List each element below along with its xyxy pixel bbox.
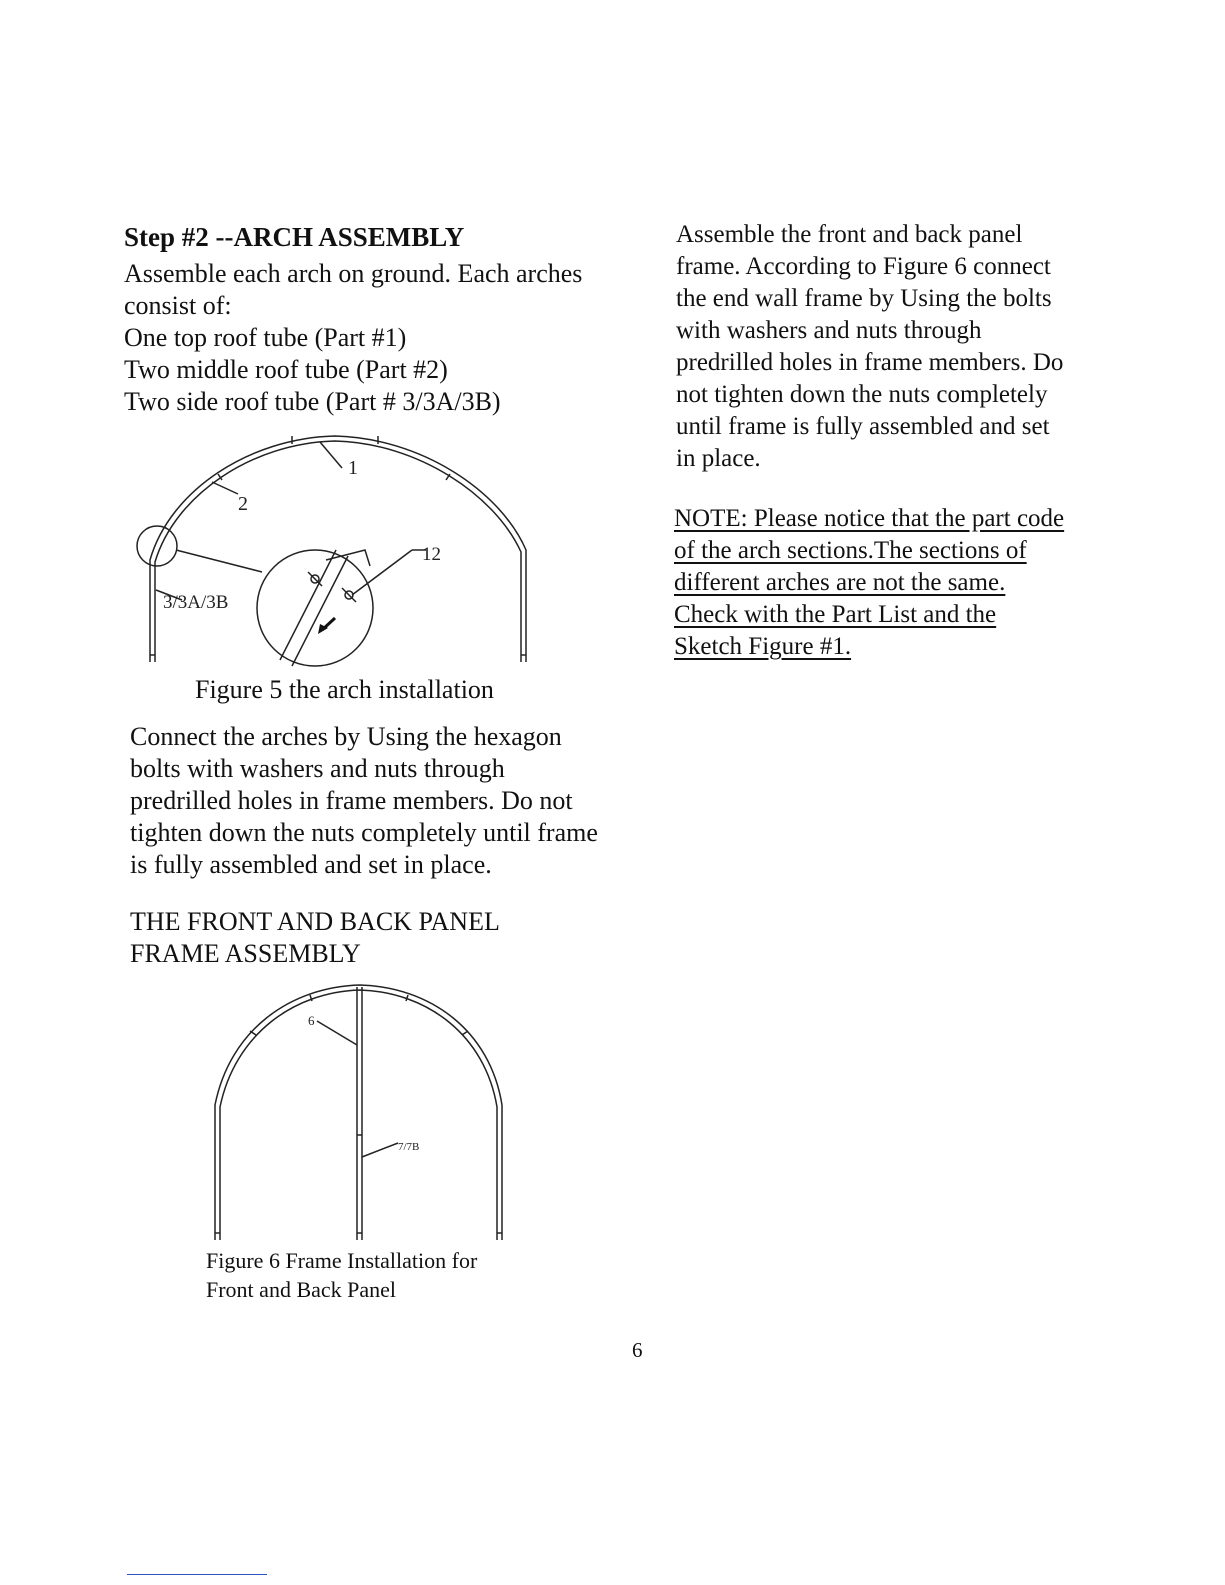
page-number: 6 (632, 1338, 643, 1362)
figure-6-caption-line: Front and Back Panel (206, 1277, 397, 1302)
panel-heading (130, 906, 500, 970)
part-line: Two side roof tube (Part # 3/3A/3B) (124, 387, 501, 416)
label-part-3: 3/3A/3B (163, 592, 229, 613)
part-line: One top roof tube (Part #1) (124, 323, 407, 352)
assemble-line: until frame is fully assembled and set (676, 413, 1050, 440)
intro-line: consist of: (124, 291, 232, 320)
assemble-line: not tighten down the nuts completely (676, 381, 1048, 408)
part-line: Two middle roof tube (Part #2) (124, 355, 448, 384)
label-part-12: 12 (422, 544, 441, 565)
connect-line: bolts with washers and nuts through (130, 754, 505, 783)
figure-6-frame-drawing (210, 975, 510, 1245)
assemble-line: frame. According to Figure 6 connect (676, 253, 1051, 280)
assemble-paragraph (676, 219, 1063, 475)
assemble-line: in place. (676, 445, 761, 472)
figure-5-arch-drawing (130, 430, 550, 670)
figure-6-caption (206, 1246, 477, 1304)
note-line: of the arch sections.The sections of (674, 537, 1027, 564)
intro-line: Assemble each arch on ground. Each arches (124, 259, 583, 288)
assemble-line: with washers and nuts through (676, 317, 982, 344)
note-line: Check with the Part List and the (674, 601, 997, 628)
note-paragraph (674, 503, 1064, 663)
label-part-2: 2 (238, 493, 248, 515)
figure-5-caption: Figure 5 the arch installation (195, 675, 494, 704)
label-part-7: 7/7B (398, 1141, 420, 1153)
assemble-line: the end wall frame by Using the bolts (676, 285, 1052, 312)
connect-line: Connect the arches by Using the hexagon (130, 722, 562, 751)
note-line: Sketch Figure #1. (674, 633, 852, 660)
figure-6-caption-line: Figure 6 Frame Installation for (206, 1248, 478, 1273)
panel-heading-line: FRAME ASSEMBLY (130, 939, 361, 968)
connect-line: predrilled holes in frame members. Do not (130, 786, 573, 815)
note-line: NOTE: Please notice that the part code (674, 505, 1065, 532)
assemble-line: predrilled holes in frame members. Do (676, 349, 1064, 376)
note-line: different arches are not the same. (674, 569, 1006, 596)
assemble-line: Assemble the front and back panel (676, 221, 1023, 248)
label-part-1: 1 (348, 457, 358, 479)
connect-paragraph (130, 721, 598, 881)
footer-link-underline (127, 1574, 267, 1575)
connect-line: tighten down the nuts completely until frame (130, 818, 598, 847)
intro-text (124, 258, 582, 418)
connect-line: is fully assembled and set in place. (130, 850, 492, 879)
panel-heading-line: THE FRONT AND BACK PANEL (130, 907, 500, 936)
label-part-6: 6 (308, 1013, 315, 1028)
step-heading: Step #2 --ARCH ASSEMBLY (124, 222, 465, 252)
